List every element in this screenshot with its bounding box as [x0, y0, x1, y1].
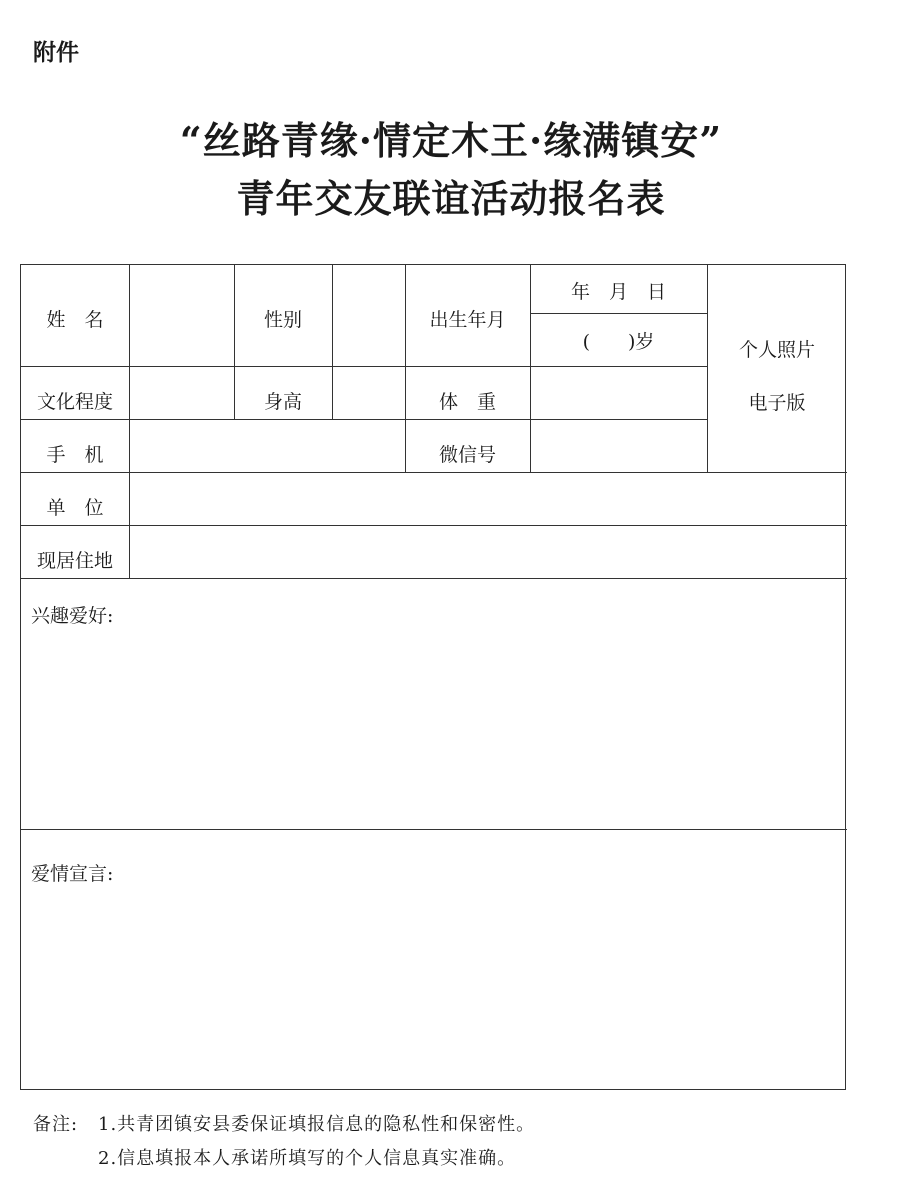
row-divider — [21, 419, 707, 420]
height-label: 身高 — [263, 391, 302, 413]
birth-date-hint[interactable]: 年 月 日 — [570, 281, 666, 303]
form-title-line1: “丝路青缘·情定木王·缘满镇安” — [179, 118, 723, 163]
hobbies-label: 兴趣爱好: — [31, 605, 114, 627]
birth-label: 出生年月 — [429, 309, 506, 331]
registration-form-table — [20, 264, 846, 1090]
photo-label-line1: 个人照片 — [738, 339, 815, 361]
col-divider — [405, 265, 406, 472]
love-declaration-label: 爱情宣言: — [31, 863, 114, 885]
note-2: 2.信息填报本人承诺所填写的个人信息真实准确。 — [98, 1148, 517, 1169]
row-divider — [21, 525, 847, 526]
col-divider — [707, 265, 708, 472]
gender-value-cell[interactable] — [332, 265, 405, 366]
photo-label-line2: 电子版 — [748, 392, 806, 414]
row-divider — [530, 313, 707, 314]
weight-label: 体 重 — [438, 391, 496, 413]
form-title-line2: 青年交友联谊活动报名表 — [236, 176, 666, 221]
attachment-label: 附件 — [33, 40, 79, 66]
notes-prefix: 备注: — [33, 1114, 79, 1135]
phone-label: 手 机 — [46, 444, 104, 466]
education-label: 文化程度 — [36, 391, 113, 413]
employer-label: 单 位 — [46, 497, 104, 519]
note-1: 1.共青团镇安县委保证填报信息的隐私性和保密性。 — [98, 1114, 536, 1135]
row-divider — [21, 829, 847, 830]
row-divider — [21, 578, 847, 579]
row-divider — [21, 366, 707, 367]
wechat-label: 微信号 — [438, 444, 496, 466]
age-hint[interactable]: ( )岁 — [582, 331, 655, 353]
residence-label: 现居住地 — [36, 550, 113, 572]
name-label: 姓 名 — [46, 309, 104, 331]
gender-label: 性别 — [263, 309, 302, 331]
row-divider — [21, 472, 847, 473]
name-value-cell[interactable] — [129, 265, 234, 366]
